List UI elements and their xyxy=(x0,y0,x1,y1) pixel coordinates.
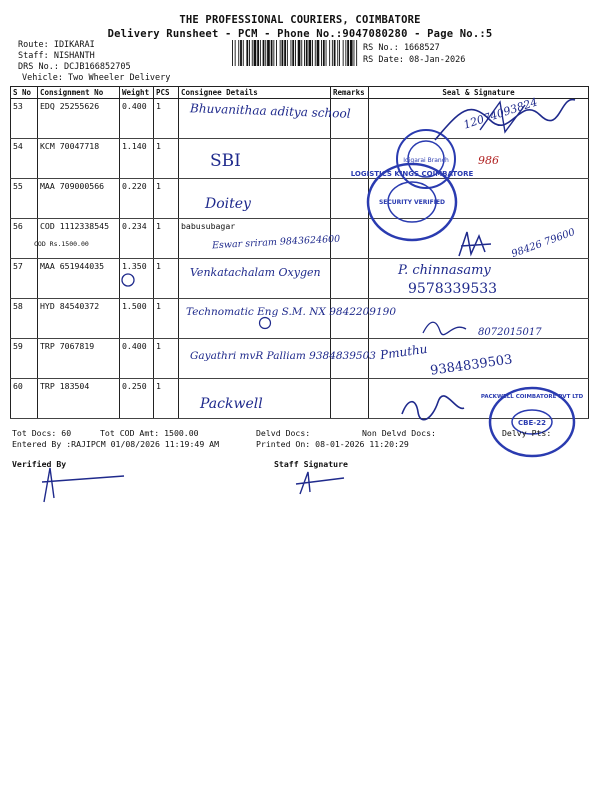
row-consignment-value: COD 1112338545 xyxy=(40,221,110,231)
handwritten-phone: 9384839503 xyxy=(429,352,514,379)
row-weight: 0.400 xyxy=(120,99,154,139)
row-sno: 57 xyxy=(11,259,38,299)
row-sno: 60 xyxy=(11,379,38,419)
handwritten-consignee: Venkatachalam Oxygen xyxy=(190,266,321,279)
barcode-bar xyxy=(337,40,338,66)
stamp-text: PACKWELL COIMBATORE PVT LTD xyxy=(480,394,584,400)
barcode-bar xyxy=(298,40,301,66)
row-pcs: 1 xyxy=(154,379,179,419)
row-pcs: 1 xyxy=(154,179,179,219)
signature-scribble xyxy=(430,90,580,150)
barcode-bar xyxy=(309,40,312,66)
barcode-bar xyxy=(317,40,320,66)
route-label: Route: IDIKARAI xyxy=(18,40,95,50)
barcode-bar xyxy=(252,40,253,66)
rs-date: RS Date: 08-Jan-2026 xyxy=(363,55,466,65)
row-consignment: TRP 7067819 xyxy=(38,339,120,379)
barcode-bar xyxy=(273,40,274,66)
row-weight: 0.234 xyxy=(120,219,154,259)
barcode-bar xyxy=(249,40,250,66)
row-weight: 1.350 xyxy=(120,259,154,299)
stamp-text: SECURITY VERIFIED xyxy=(378,199,446,206)
barcode-bar xyxy=(238,40,239,66)
barcode-bar xyxy=(257,40,259,66)
circle-mark xyxy=(120,272,136,288)
row-details xyxy=(179,299,331,339)
barcode-bar xyxy=(329,40,330,66)
row-remarks xyxy=(331,299,369,339)
row-pcs: 1 xyxy=(154,339,179,379)
table-row xyxy=(11,179,589,219)
barcode-bar xyxy=(282,40,284,66)
col-weight: Weight xyxy=(120,87,154,99)
row-weight: 0.250 xyxy=(120,379,154,419)
handwritten-name: P. chinnasamy xyxy=(398,263,491,278)
barcode-bar xyxy=(287,40,288,66)
barcode-bar xyxy=(243,40,244,66)
row-consignment: MAA 709000566 xyxy=(38,179,120,219)
barcode-bar xyxy=(260,40,261,66)
barcode-bar xyxy=(280,40,281,66)
handwritten-phone: 12074093824 xyxy=(461,95,540,132)
packwell-stamp xyxy=(480,384,584,460)
row-sno: 54 xyxy=(11,139,38,179)
barcode-bar xyxy=(232,40,233,66)
printed-on: Printed On: 08-01-2026 11:20:29 xyxy=(256,439,409,449)
total-docs: Tot Docs: 60 xyxy=(12,428,72,438)
drs-number: DRS No.: DCJB166852705 xyxy=(18,62,131,72)
barcode-bar xyxy=(271,40,273,66)
row-pcs: 1 xyxy=(154,99,179,139)
staff-signature-label: Staff Signature xyxy=(274,459,348,469)
stamp-text: LOGISTICS KINGS COIMBATORE xyxy=(350,170,474,178)
barcode-bar xyxy=(312,40,313,66)
row-pcs: 1 xyxy=(154,259,179,299)
rs-number: RS No.: 1668527 xyxy=(363,43,440,53)
barcode-bar xyxy=(276,40,277,66)
row-consignment: HYD 84540372 xyxy=(38,299,120,339)
col-consignment: Consignment No xyxy=(38,87,120,99)
row-pcs: 1 xyxy=(154,219,179,259)
barcode-bar xyxy=(321,40,322,66)
handwritten-phone: 8072015017 xyxy=(478,327,542,338)
handwritten-consignee: Bhuvanithaa aditya school xyxy=(189,101,351,121)
barcode-bar xyxy=(284,40,286,66)
verifier-signature xyxy=(40,462,130,506)
barcode-bar xyxy=(246,40,248,66)
handwritten-consignee: Eswar sriram 9843624600 xyxy=(211,233,341,252)
handwritten-consignee: SBI xyxy=(210,151,241,171)
col-sno: S No xyxy=(11,87,38,99)
handwritten-consignee: Doitey xyxy=(205,196,251,212)
col-seal: Seal & Signature xyxy=(369,87,589,99)
barcode-bar xyxy=(235,40,236,66)
verified-by-label: Verified By xyxy=(12,459,67,469)
row-sno: 58 xyxy=(11,299,38,339)
signature-scribble xyxy=(455,228,495,262)
col-pcs: PCS xyxy=(154,87,179,99)
row-sno: 55 xyxy=(11,179,38,219)
circle-mark xyxy=(258,316,272,330)
barcode-bar xyxy=(339,40,340,66)
row-remarks xyxy=(331,379,369,419)
barcode-bar xyxy=(263,40,265,66)
barcode-bar xyxy=(254,40,257,66)
row-pcs: 1 xyxy=(154,139,179,179)
barcode-bar xyxy=(334,40,336,66)
row-weight: 0.400 xyxy=(120,339,154,379)
row-consignment: EDQ 25255626 xyxy=(38,99,120,139)
row-consignment: MAA 651944035 xyxy=(38,259,120,299)
barcode-bar xyxy=(323,40,325,66)
entered-by: Entered By :RAJIPCM 01/08/2026 11:19:49 AM xyxy=(12,439,220,449)
delivered-docs: Delvd Docs: xyxy=(256,428,311,438)
handwritten-name: Pmuthu xyxy=(379,341,429,363)
barcode-bar xyxy=(240,40,242,66)
barcode-image xyxy=(232,40,360,66)
row-consignment xyxy=(34,219,120,259)
row-sno: 56 xyxy=(11,219,38,259)
stamp-text: Idigarai Branch xyxy=(403,157,449,164)
barcode-bar xyxy=(304,40,305,66)
total-cod-amount: Tot COD Amt: 1500.00 xyxy=(100,428,199,438)
barcode-bar xyxy=(265,40,266,66)
row-details xyxy=(179,179,331,219)
barcode-bar xyxy=(301,40,302,66)
handwritten-phone: 98426 79600 xyxy=(510,226,577,261)
row-weight: 1.140 xyxy=(120,139,154,179)
company-title: THE PROFESSIONAL COURIERS, COIMBATORE xyxy=(179,14,421,26)
barcode-bar xyxy=(291,40,292,66)
barcode-bar xyxy=(326,40,327,66)
barcode-bar xyxy=(292,40,294,66)
row-sno: 59 xyxy=(11,339,38,379)
barcode-bar xyxy=(343,40,344,66)
signature-scribble xyxy=(398,392,468,426)
barcode-bar xyxy=(315,40,316,66)
barcode-bar xyxy=(350,40,353,66)
delivery-points: Delvy Pts: xyxy=(502,428,552,438)
row-remarks xyxy=(331,179,369,219)
row-pcs: 1 xyxy=(154,299,179,339)
handwritten-note: 986 xyxy=(478,154,499,167)
handwritten-consignee: Gayathri mvR Palliam 9384839503 xyxy=(190,350,376,362)
handwritten-phone: 9578339533 xyxy=(408,281,498,297)
row-remarks xyxy=(331,259,369,299)
col-remarks: Remarks xyxy=(331,87,369,99)
row-weight: 0.220 xyxy=(120,179,154,219)
row-consignment: KCM 70047718 xyxy=(38,139,120,179)
barcode-bar xyxy=(295,40,296,66)
barcode-bar xyxy=(354,40,355,66)
barcode-bar xyxy=(267,40,270,66)
staff-signature xyxy=(294,468,354,498)
col-consignee: Consignee Details xyxy=(179,87,331,99)
stamp-code: CBE-22 xyxy=(518,419,546,427)
row-details xyxy=(179,139,331,179)
barcode-bar xyxy=(332,40,333,66)
non-delivered-docs: Non Delvd Docs: xyxy=(362,428,436,438)
logistics-stamp xyxy=(350,160,474,244)
handwritten-consignee: Technomatic Eng S.M. NX 9842209190 xyxy=(186,306,397,318)
runsheet-subtitle: Delivery Runsheet - PCM - Phone No.:9047080280 - Page No.:5 xyxy=(107,28,493,40)
staff-label: Staff: NISHANTH xyxy=(18,51,95,61)
row-consignment: TRP 183504 xyxy=(38,379,120,419)
barcode-bar xyxy=(347,40,349,66)
signature-scribble xyxy=(420,315,470,339)
row-weight: 1.500 xyxy=(120,299,154,339)
barcode-bar xyxy=(306,40,308,66)
barcode-bar xyxy=(356,40,357,66)
cod-amount: COD Rs.1500.00 xyxy=(34,240,89,248)
vehicle-label: Vehicle: Two Wheeler Delivery xyxy=(22,73,171,83)
row-details: babusubagar xyxy=(179,219,331,259)
barcode-bar xyxy=(345,40,346,66)
handwritten-consignee: Packwell xyxy=(200,396,263,412)
row-sno: 53 xyxy=(11,99,38,139)
